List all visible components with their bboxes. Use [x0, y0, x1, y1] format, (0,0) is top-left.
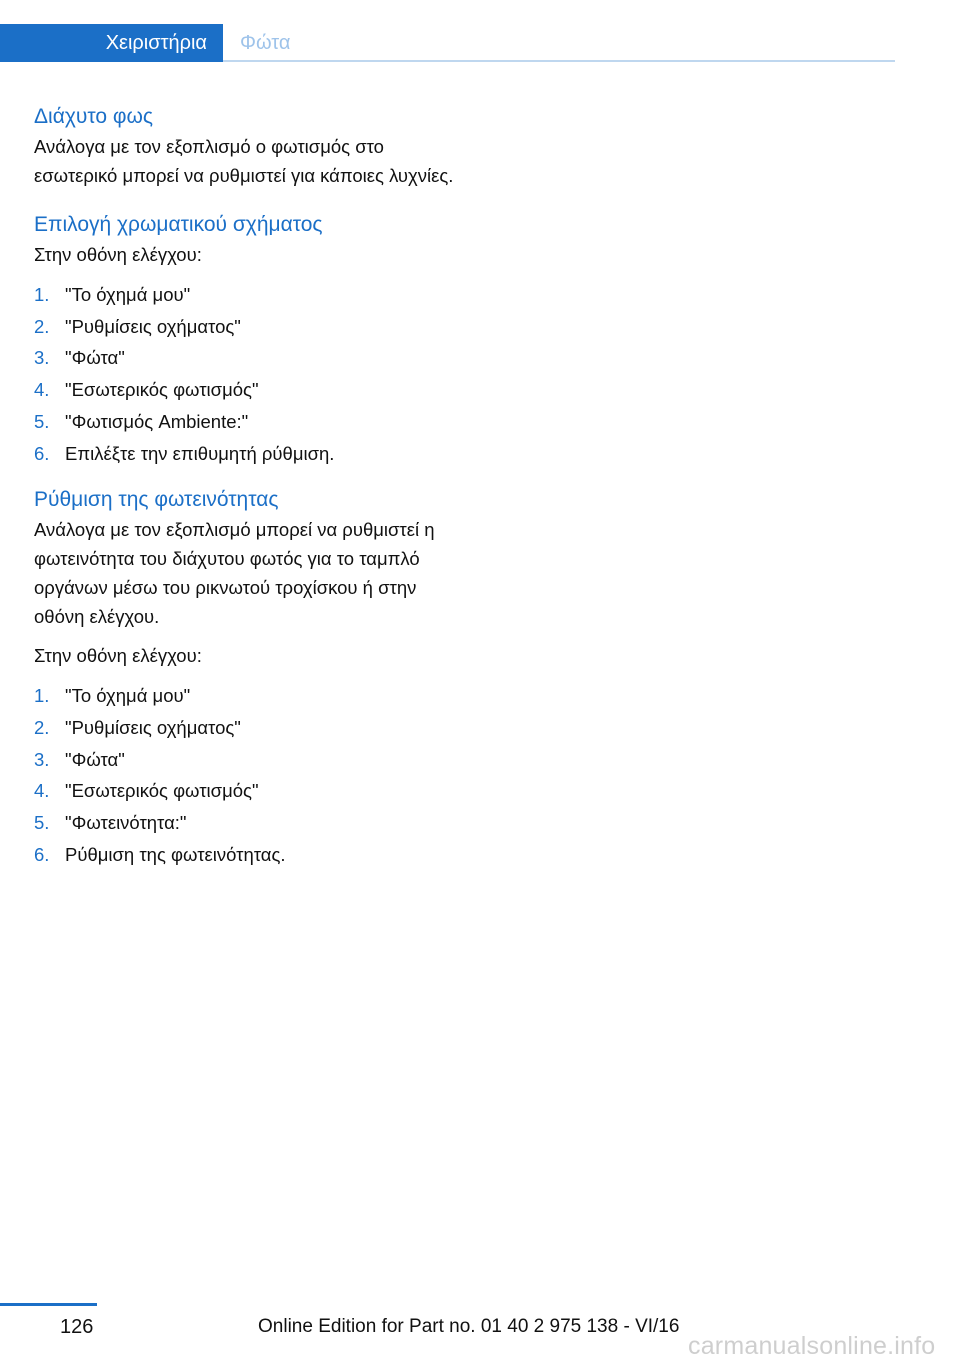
edition-note: Online Edition for Part no. 01 40 2 975 138 - VI/16 [258, 1316, 680, 1337]
step-number: 1. [34, 284, 50, 305]
step-text: "Το όχημά μου" [65, 284, 191, 305]
list-item [34, 406, 454, 438]
list-item [34, 712, 454, 744]
step-number: 5. [34, 812, 50, 834]
color-scheme-steps [34, 279, 454, 469]
step-text: "Το όχημά μου" [65, 685, 191, 707]
step-text: "Εσωτερικός φωτισμός" [65, 780, 259, 802]
page-header [0, 24, 895, 62]
section-title-brightness: Ρύθμιση της φωτεινότητας [34, 488, 279, 512]
step-number: 2. [34, 716, 50, 738]
step-number: 6. [34, 843, 50, 865]
step-text: "Φωτεινότητα:" [65, 812, 187, 834]
list-item [34, 680, 454, 712]
watermark: carmanualsonline.info [688, 1332, 936, 1360]
step-number: 1. [34, 685, 50, 707]
step-number: 4. [34, 780, 50, 802]
page-content [34, 102, 454, 870]
step-number: 6. [34, 442, 50, 464]
step-number: 4. [34, 379, 50, 401]
brightness-paragraph: Ανάλογα με τον εξοπλισμό μπορεί να ρυθμιστεί η φωτεινότητα του διάχυτου φωτός για το ταμπλό οργάνων μέσω του ρικνωτού τροχίσκου ή στην οθόνη ελέγχου. [34, 519, 435, 628]
list-item [34, 279, 454, 311]
footer-rule [0, 1303, 97, 1306]
section-tab: Φώτα [240, 32, 291, 54]
list-item [34, 807, 454, 839]
step-number: 5. [34, 410, 50, 432]
section-title-ambient-light: Διάχυτο φως [34, 105, 153, 128]
step-number: 3. [34, 748, 50, 770]
ambient-light-paragraph: Ανάλογα με τον εξοπλισμό ο φωτισμός στο εσωτερικό μπορεί να ρυθμιστεί για κάποιες λυχνίες. [34, 136, 454, 186]
chapter-tab: Χειριστήρια [0, 24, 223, 62]
list-item [34, 374, 454, 406]
step-text: Επιλέξτε την επιθυμητή ρύθμιση. [65, 442, 335, 464]
list-item [34, 775, 454, 807]
step-text: Ρύθμιση της φωτεινότητας. [65, 843, 286, 865]
list-item [34, 438, 454, 470]
list-item [34, 744, 454, 776]
step-text: "Ρυθμίσεις οχήματος" [65, 315, 241, 337]
step-text: "Φώτα" [65, 347, 125, 369]
step-text: "Εσωτερικός φωτισμός" [65, 379, 259, 401]
list-item [34, 311, 454, 343]
step-text: "Φώτα" [65, 748, 125, 770]
brightness-intro: Στην οθόνη ελέγχου: [34, 645, 202, 667]
step-text: "Ρυθμίσεις οχήματος" [65, 716, 241, 738]
page-number: 126 [60, 1316, 94, 1338]
list-item [34, 839, 454, 871]
brightness-steps [34, 680, 454, 870]
list-item [34, 342, 454, 374]
section-title-color-scheme: Επιλογή χρωματικού σχήματος [34, 213, 323, 236]
step-text: "Φωτισμός Ambiente:" [65, 410, 249, 432]
color-scheme-intro: Στην οθόνη ελέγχου: [34, 244, 202, 265]
step-number: 3. [34, 347, 50, 369]
step-number: 2. [34, 315, 50, 337]
